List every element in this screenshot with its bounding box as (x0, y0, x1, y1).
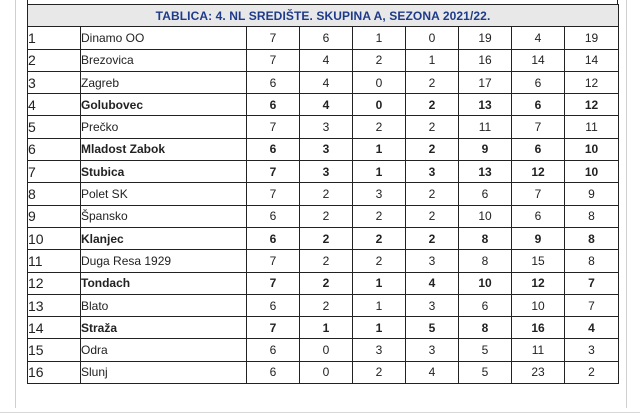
stat-cell: 2 (300, 183, 353, 205)
table-row (28, 294, 619, 316)
team-name-cell: Stubica (81, 161, 247, 183)
stat-cell: 7 (247, 272, 300, 294)
table-title-row (28, 5, 619, 27)
stat-cell: 4 (512, 27, 565, 49)
team-name-cell: Slunj (81, 361, 247, 383)
table-title: TABLICA: 4. NL SREDIŠTE. SKUPINA A, SEZONA 2021/22. (28, 5, 619, 27)
stat-cell: 7 (247, 116, 300, 138)
stat-cell: 7 (512, 183, 565, 205)
team-name-cell: Zagreb (81, 71, 247, 93)
stat-cell: 0 (406, 27, 459, 49)
stat-cell: 7 (247, 161, 300, 183)
stat-cell: 3 (406, 161, 459, 183)
team-name-cell: Dinamo OO (81, 27, 247, 49)
position-cell: 15 (28, 339, 81, 361)
stat-cell: 3 (300, 138, 353, 160)
stat-cell: 1 (353, 138, 406, 160)
stat-cell: 2 (300, 294, 353, 316)
stat-cell: 3 (353, 183, 406, 205)
stat-cell: 15 (512, 250, 565, 272)
stat-cell: 7 (247, 317, 300, 339)
stat-cell: 2 (300, 250, 353, 272)
stat-cell: 4 (300, 94, 353, 116)
stat-cell: 10 (512, 294, 565, 316)
team-name-cell: Špansko (81, 205, 247, 227)
stat-cell: 8 (565, 205, 619, 227)
stat-cell: 5 (406, 317, 459, 339)
stat-cell: 2 (353, 205, 406, 227)
table-row (28, 317, 619, 339)
stat-cell: 9 (565, 183, 619, 205)
stat-cell: 7 (247, 27, 300, 49)
stat-cell: 14 (565, 49, 619, 71)
stat-cell: 1 (353, 272, 406, 294)
stat-cell: 2 (406, 227, 459, 249)
table-row (28, 27, 619, 49)
table-row (28, 361, 619, 383)
stat-cell: 6 (247, 227, 300, 249)
position-cell: 2 (28, 49, 81, 71)
stat-cell: 6 (459, 294, 512, 316)
stat-cell: 1 (300, 317, 353, 339)
stat-cell: 23 (512, 361, 565, 383)
stat-cell: 6 (512, 94, 565, 116)
stat-cell: 4 (406, 272, 459, 294)
stat-cell: 10 (565, 138, 619, 160)
stat-cell: 5 (459, 361, 512, 383)
team-name-cell: Polet SK (81, 183, 247, 205)
stat-cell: 6 (247, 138, 300, 160)
stat-cell: 8 (459, 317, 512, 339)
stat-cell: 0 (300, 339, 353, 361)
table-row (28, 49, 619, 71)
table-row (28, 116, 619, 138)
stat-cell: 2 (565, 361, 619, 383)
team-name-cell: Tondach (81, 272, 247, 294)
position-cell: 3 (28, 71, 81, 93)
stat-cell: 4 (300, 49, 353, 71)
team-name-cell: Brezovica (81, 49, 247, 71)
stat-cell: 2 (300, 227, 353, 249)
stat-cell: 2 (406, 116, 459, 138)
stat-cell: 6 (512, 138, 565, 160)
stat-cell: 2 (353, 49, 406, 71)
stat-cell: 1 (353, 317, 406, 339)
stat-cell: 0 (353, 94, 406, 116)
table-row (28, 161, 619, 183)
table-row (28, 205, 619, 227)
stat-cell: 6 (247, 71, 300, 93)
stat-cell: 6 (459, 183, 512, 205)
position-cell: 1 (28, 27, 81, 49)
stat-cell: 6 (247, 361, 300, 383)
stat-cell: 16 (512, 317, 565, 339)
position-cell: 6 (28, 138, 81, 160)
stat-cell: 6 (300, 27, 353, 49)
stat-cell: 10 (459, 205, 512, 227)
stat-cell: 6 (247, 294, 300, 316)
stat-cell: 2 (300, 272, 353, 294)
stat-cell: 2 (353, 116, 406, 138)
stat-cell: 2 (406, 183, 459, 205)
team-name-cell: Straža (81, 317, 247, 339)
table-row (28, 227, 619, 249)
position-cell: 8 (28, 183, 81, 205)
stat-cell: 19 (459, 27, 512, 49)
stat-cell: 4 (406, 361, 459, 383)
table-row (28, 339, 619, 361)
table-row (28, 71, 619, 93)
stat-cell: 9 (512, 227, 565, 249)
stat-cell: 3 (300, 116, 353, 138)
stat-cell: 8 (459, 227, 512, 249)
position-cell: 5 (28, 116, 81, 138)
table-row (28, 94, 619, 116)
stat-cell: 12 (512, 161, 565, 183)
stat-cell: 7 (247, 49, 300, 71)
stat-cell: 5 (459, 339, 512, 361)
stat-cell: 1 (353, 161, 406, 183)
stat-cell: 0 (353, 71, 406, 93)
stat-cell: 19 (565, 27, 619, 49)
page-divider (0, 412, 640, 413)
stat-cell: 2 (406, 94, 459, 116)
position-cell: 4 (28, 94, 81, 116)
stat-cell: 9 (459, 138, 512, 160)
position-cell: 11 (28, 250, 81, 272)
stat-cell: 0 (300, 361, 353, 383)
team-name-cell: Duga Resa 1929 (81, 250, 247, 272)
stat-cell: 11 (459, 116, 512, 138)
stat-cell: 6 (247, 94, 300, 116)
stat-cell: 7 (512, 116, 565, 138)
team-name-cell: Mladost Zabok (81, 138, 247, 160)
team-name-cell: Prečko (81, 116, 247, 138)
stat-cell: 2 (406, 138, 459, 160)
stat-cell: 8 (565, 227, 619, 249)
stat-cell: 3 (565, 339, 619, 361)
stat-cell: 3 (406, 294, 459, 316)
stat-cell: 8 (565, 250, 619, 272)
stat-cell: 4 (300, 71, 353, 93)
standings-table (27, 4, 619, 384)
stat-cell: 10 (459, 272, 512, 294)
position-cell: 13 (28, 294, 81, 316)
stat-cell: 2 (353, 227, 406, 249)
stat-cell: 11 (565, 116, 619, 138)
stat-cell: 7 (565, 272, 619, 294)
stat-cell: 6 (247, 205, 300, 227)
stat-cell: 6 (247, 339, 300, 361)
table-row (28, 272, 619, 294)
stat-cell: 2 (406, 71, 459, 93)
stat-cell: 16 (459, 49, 512, 71)
position-cell: 14 (28, 317, 81, 339)
table-row (28, 250, 619, 272)
stat-cell: 13 (459, 161, 512, 183)
position-cell: 10 (28, 227, 81, 249)
content-frame (15, 0, 627, 408)
stat-cell: 10 (565, 161, 619, 183)
stat-cell: 2 (353, 361, 406, 383)
stat-cell: 12 (512, 272, 565, 294)
team-name-cell: Golubovec (81, 94, 247, 116)
team-name-cell: Blato (81, 294, 247, 316)
stat-cell: 6 (512, 205, 565, 227)
stat-cell: 3 (406, 250, 459, 272)
position-cell: 9 (28, 205, 81, 227)
table-row (28, 183, 619, 205)
stat-cell: 7 (247, 183, 300, 205)
stat-cell: 1 (406, 49, 459, 71)
stat-cell: 4 (565, 317, 619, 339)
position-cell: 16 (28, 361, 81, 383)
team-name-cell: Klanjec (81, 227, 247, 249)
stat-cell: 3 (300, 161, 353, 183)
stat-cell: 17 (459, 71, 512, 93)
stat-cell: 1 (353, 27, 406, 49)
stat-cell: 7 (565, 294, 619, 316)
stat-cell: 2 (406, 205, 459, 227)
table-row (28, 138, 619, 160)
stat-cell: 14 (512, 49, 565, 71)
stat-cell: 8 (459, 250, 512, 272)
stat-cell: 1 (353, 294, 406, 316)
stat-cell: 3 (406, 339, 459, 361)
stat-cell: 7 (247, 250, 300, 272)
stat-cell: 12 (565, 94, 619, 116)
stat-cell: 3 (353, 339, 406, 361)
position-cell: 12 (28, 272, 81, 294)
stat-cell: 2 (300, 205, 353, 227)
stat-cell: 6 (512, 71, 565, 93)
stat-cell: 2 (353, 250, 406, 272)
stat-cell: 13 (459, 94, 512, 116)
position-cell: 7 (28, 161, 81, 183)
stat-cell: 11 (512, 339, 565, 361)
team-name-cell: Odra (81, 339, 247, 361)
stat-cell: 12 (565, 71, 619, 93)
